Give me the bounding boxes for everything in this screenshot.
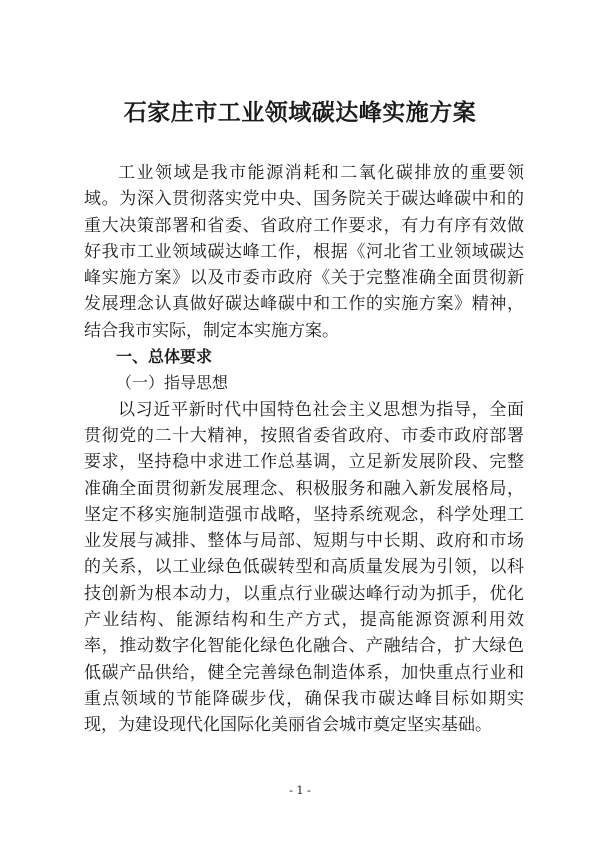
intro-paragraph: 工业领域是我市能源消耗和二氧化碳排放的重要领域。为深入贯彻落实党中央、国务院关于碳达峰碳中和的重大决策部署和省委、省政府工作要求，有力有序有效做好我市工业领域碳达峰工作，根据《河北省工业领域碳达峰实施方案》以及市委市政府《关于完整准确全面贯彻新发展理念认真做好碳达峰碳中和工作的实施方案》精神，结合我市实际，制定本实施方案。 bbox=[84, 163, 524, 341]
page-number: - 1 - bbox=[289, 784, 311, 797]
document-title: 石家庄市工业领域碳达峰实施方案 bbox=[123, 99, 477, 126]
guiding-ideology-paragraph: 以习近平新时代中国特色社会主义思想为指导，全面贯彻党的二十大精神，按照省委省政府、市委市政府部署要求，坚持稳中求进工作总基调，立足新发展阶段、完整准确全面贯彻新发展理念、积极服务和融入新发展格局，坚定不移实施制造强市战略，坚持系统观念，科学处理工业发展与减排、整体与局部、短期与中长期、政府和市场的关系，以工业绿色低碳转型和高质量发展为引领，以科技创新为根本动力，以重点行业碳达峰行动为抓手，优化产业结构、能源结构和生产方式，提高能源资源利用效率，推动数字化智能化绿色化融合、产融结合，扩大绿色低碳产品供给，健全完善绿色制造体系，加快重点行业和重点领域的节能降碳步伐，确保我市碳达峰目标如期实现，为建设现代化国际化美丽省会城市奠定坚实基础。 bbox=[84, 399, 524, 736]
section-heading-general-requirements: 一、总体要求 bbox=[116, 347, 213, 367]
document-body bbox=[84, 160, 524, 739]
subsection-heading-guiding-ideology: （一）指导思想 bbox=[116, 373, 229, 393]
